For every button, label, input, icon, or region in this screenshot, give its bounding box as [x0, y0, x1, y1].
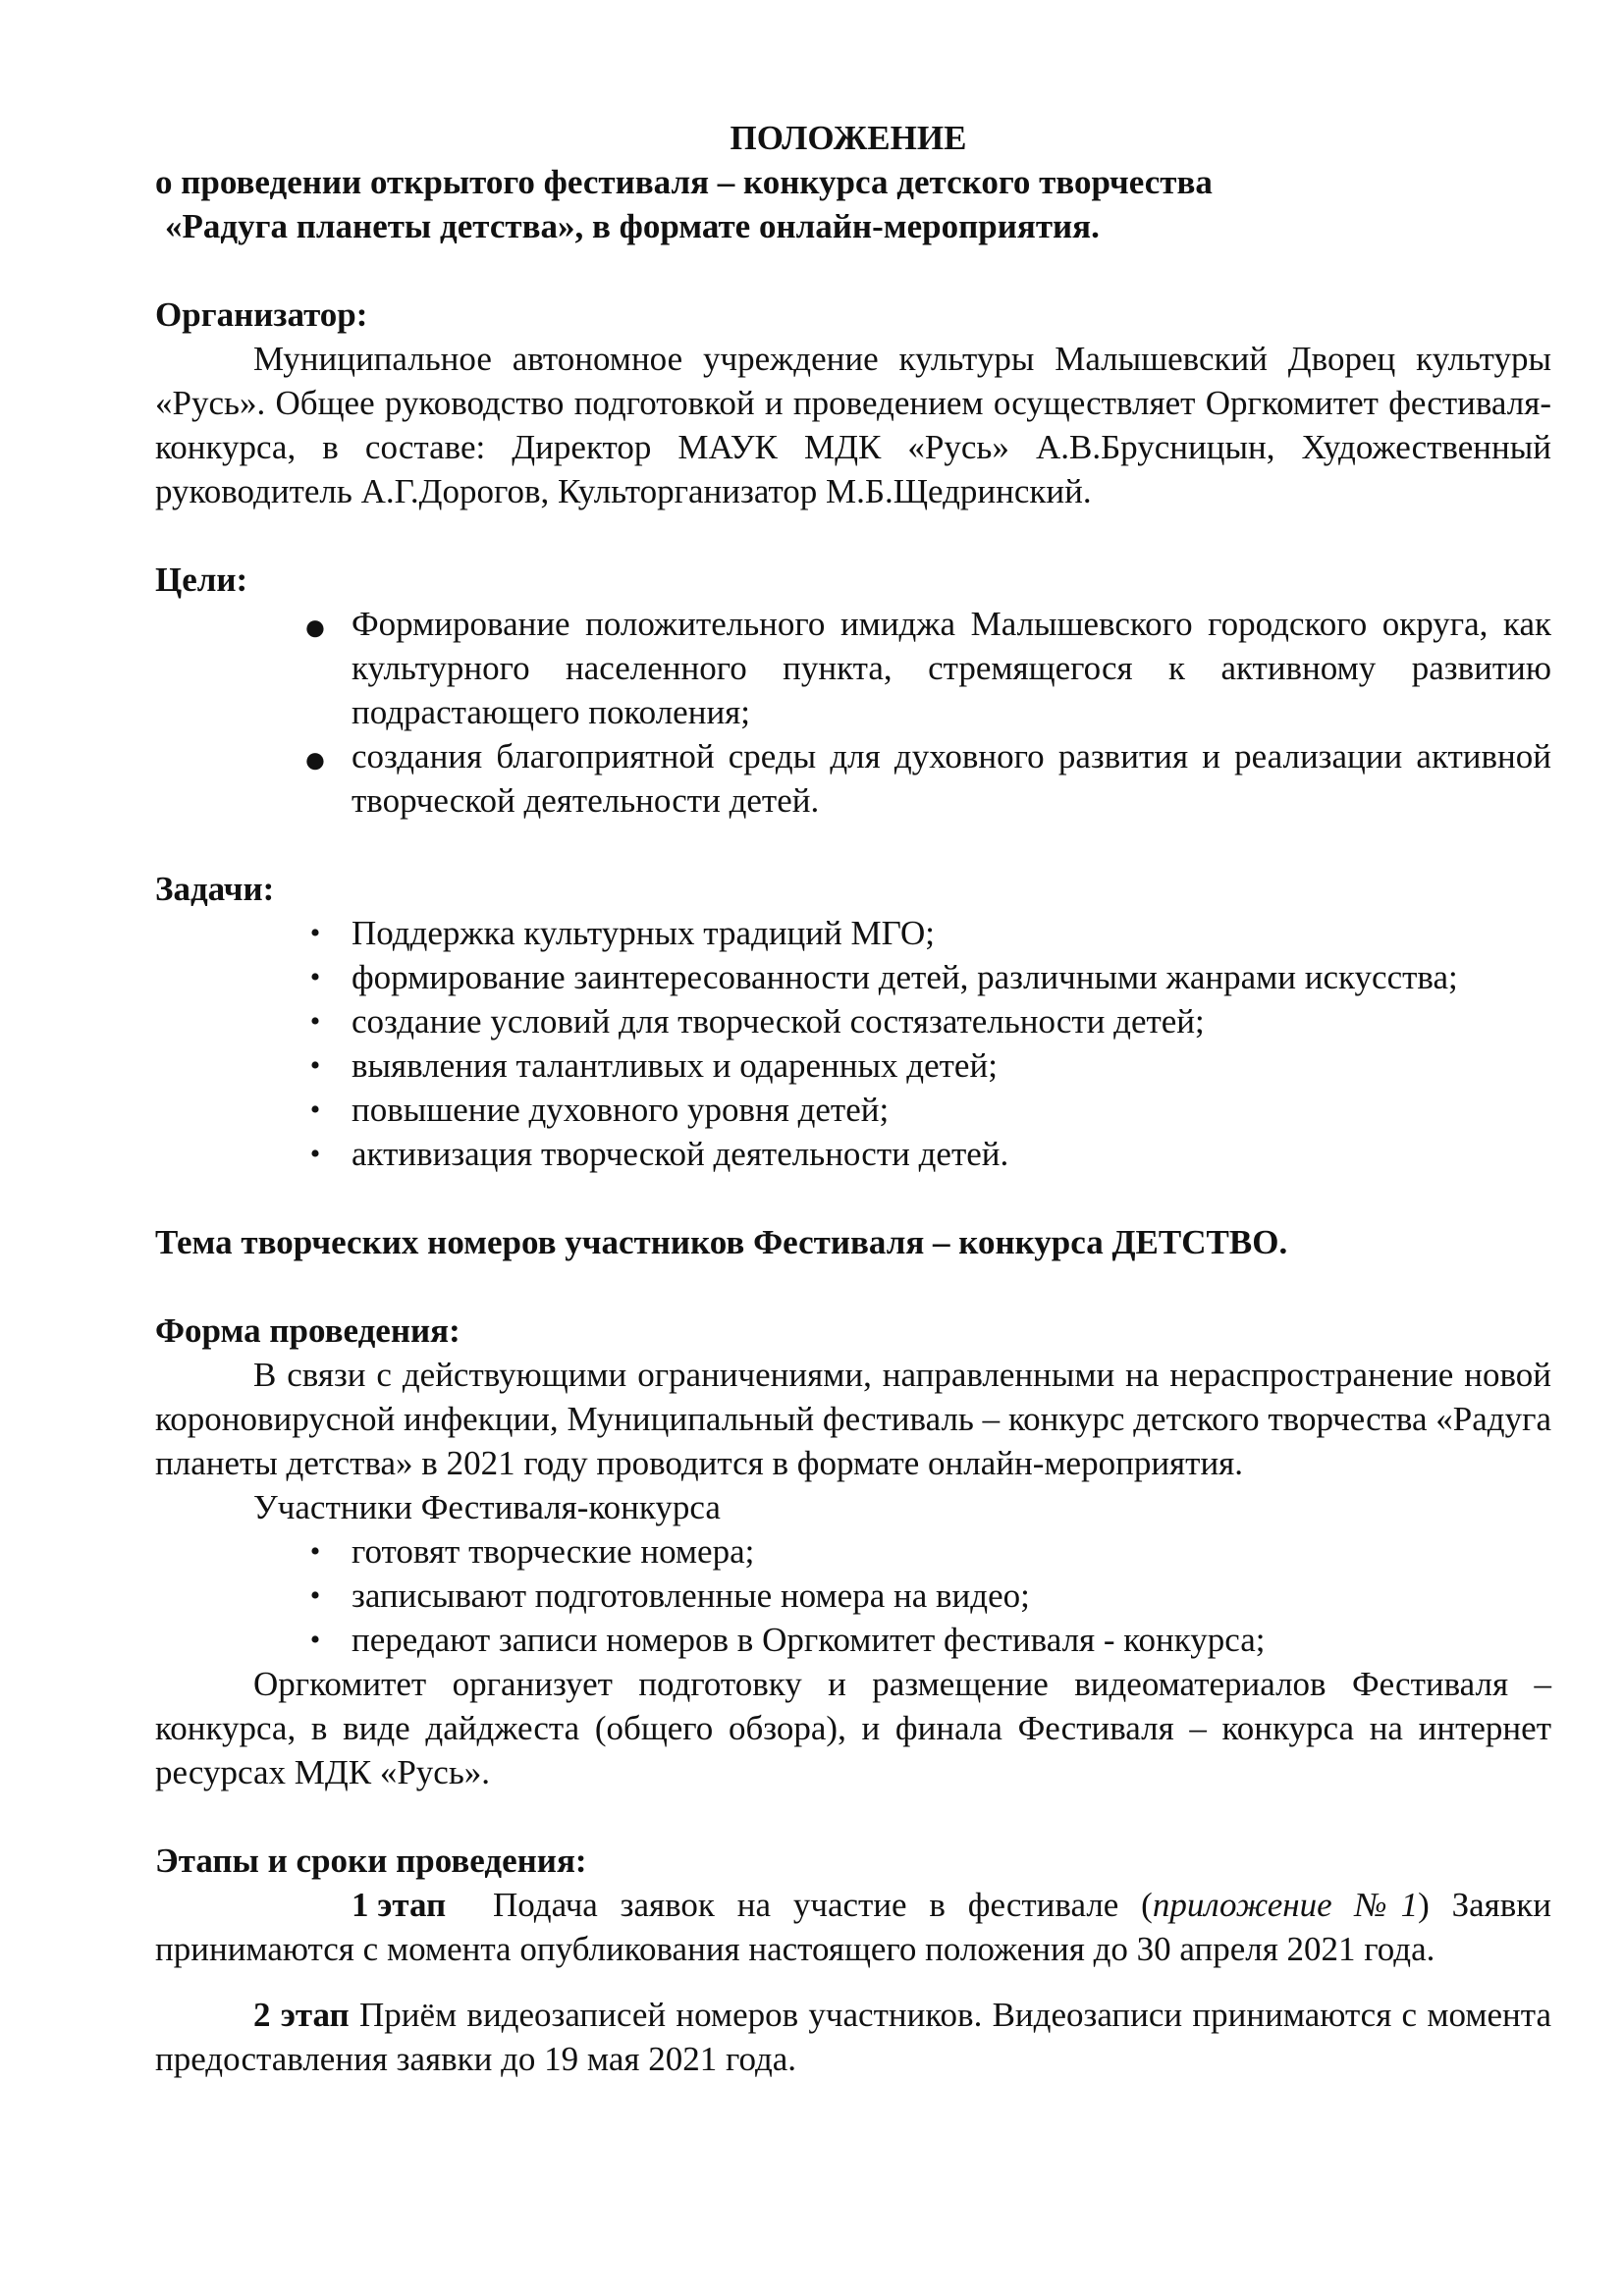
stage-1 [155, 1883, 1551, 1971]
document-subtitle-line-2: «Радуга планеты детства», в формате онлайн-мероприятия. [165, 207, 1100, 245]
list-item [155, 999, 1551, 1043]
tasks-heading: Задачи: [155, 870, 275, 908]
stages-section [155, 1839, 1551, 2081]
list-item [155, 1618, 1551, 1662]
list-item [155, 602, 1551, 734]
stage-1-text-a: Подача заявок на участие в фестивале ( [493, 1886, 1153, 1924]
list-item [155, 1574, 1551, 1618]
stage-2-text: Приём видеозаписей номеров участников. Видеозаписи принимаются с момента предоставления заявки до 19 мая 2021 года. [155, 1996, 1552, 2078]
bullet-icon: • [309, 1579, 321, 1612]
goal-text: создания благоприятной среды для духовного развития и реализации активной творческой деятельности детей. [352, 737, 1551, 820]
list-item [155, 1529, 1551, 1574]
bullet-icon: ● [302, 605, 328, 649]
bullet-icon: • [309, 1624, 321, 1656]
participant-text: передают записи номеров в Оргкомитет фестиваля - конкурса; [352, 1621, 1266, 1659]
organizer-section [155, 293, 1551, 513]
document-title: ПОЛОЖЕНИЕ [730, 119, 967, 157]
task-text: Поддержка культурных традиций МГО; [352, 914, 935, 952]
theme-heading: Тема творческих номеров участников Фестиваля – конкурса ДЕТСТВО. [155, 1223, 1288, 1261]
bullet-icon: • [309, 1005, 321, 1038]
bullet-icon: • [309, 1049, 321, 1082]
goals-heading: Цели: [155, 561, 248, 599]
document-subtitle-line-1: о проведении открытого фестиваля – конкурса детского творчества [155, 163, 1213, 201]
stage-2-label: 2 этап [253, 1996, 350, 2034]
organizer-heading: Организатор: [155, 295, 368, 334]
goal-text: Формирование положительного имиджа Малышевского городского округа, как культурного населенного пункта, стремящегося к активному развитию подрастающего поколения; [352, 605, 1551, 731]
task-text: создание условий для творческой состязательности детей; [352, 1002, 1205, 1041]
appendix-reference: приложение №1 [1152, 1886, 1419, 1924]
list-item [155, 911, 1551, 955]
document-page [155, 116, 1551, 2081]
form-heading: Форма проведения: [155, 1311, 460, 1350]
task-text: выявления талантливых и одаренных детей; [352, 1046, 998, 1085]
task-text: повышение духовного уровня детей; [352, 1091, 890, 1129]
bullet-icon: ● [302, 737, 328, 781]
stages-heading: Этапы и сроки проведения: [155, 1842, 587, 1880]
bullet-icon: • [309, 1094, 321, 1126]
participants-intro: Участники Фестиваля-конкурса [253, 1488, 721, 1526]
list-item [155, 955, 1551, 999]
form-section [155, 1308, 1551, 1794]
list-item [155, 1088, 1551, 1132]
task-text: формирование заинтересованности детей, различными жанрами искусства; [352, 958, 1458, 996]
bullet-icon: • [309, 961, 321, 993]
orgcommittee-text: Оргкомитет организует подготовку и размещение видеоматериалов Фестиваля – конкурса, в виде дайджеста (общего обзора), и финала Фестиваля – конкурса на интернет ресурсах МДК «Русь». [155, 1665, 1551, 1791]
list-item [155, 1043, 1551, 1088]
participant-text: готовят творческие номера; [352, 1532, 755, 1571]
bullet-icon: • [309, 1138, 321, 1170]
bullet-icon: • [309, 917, 321, 949]
bullet-icon: • [309, 1535, 321, 1568]
participant-text: записывают подготовленные номера на видео; [352, 1576, 1030, 1615]
stage-1-label: 1 этап [352, 1886, 447, 1924]
organizer-text: Муниципальное автономное учреждение культуры Малышевский Дворец культуры «Русь». Общее руководство подготовкой и проведением осуществляет Оргкомитет фестиваля-конкурса, в составе: Директор МАУК МДК «Русь» А.В.Брусницын, Художественный руководитель А.Г.Дорогов, Культорганизатор М.Б.Щедринский. [155, 340, 1551, 510]
goals-section [155, 558, 1551, 823]
task-text: активизация творческой деятельности детей. [352, 1135, 1009, 1173]
list-item [155, 1132, 1551, 1176]
stage-2 [155, 1993, 1551, 2081]
tasks-section [155, 867, 1551, 1176]
list-item [155, 734, 1551, 823]
form-text: В связи с действующими ограничениями, направленными на нераспространение новой короновирусной инфекции, Муниципальный фестиваль – конкурс детского творчества «Радуга планеты детства» в 2021 году проводится в формате онлайн-мероприятия. [155, 1356, 1551, 1482]
goals-list [155, 602, 1551, 823]
stage-1-text-b: ) Заявки принимаются с момента опубликования настоящего положения до 30 апреля 2021 года. [155, 1886, 1551, 1968]
tasks-list [155, 911, 1551, 1176]
participants-list [155, 1529, 1551, 1662]
